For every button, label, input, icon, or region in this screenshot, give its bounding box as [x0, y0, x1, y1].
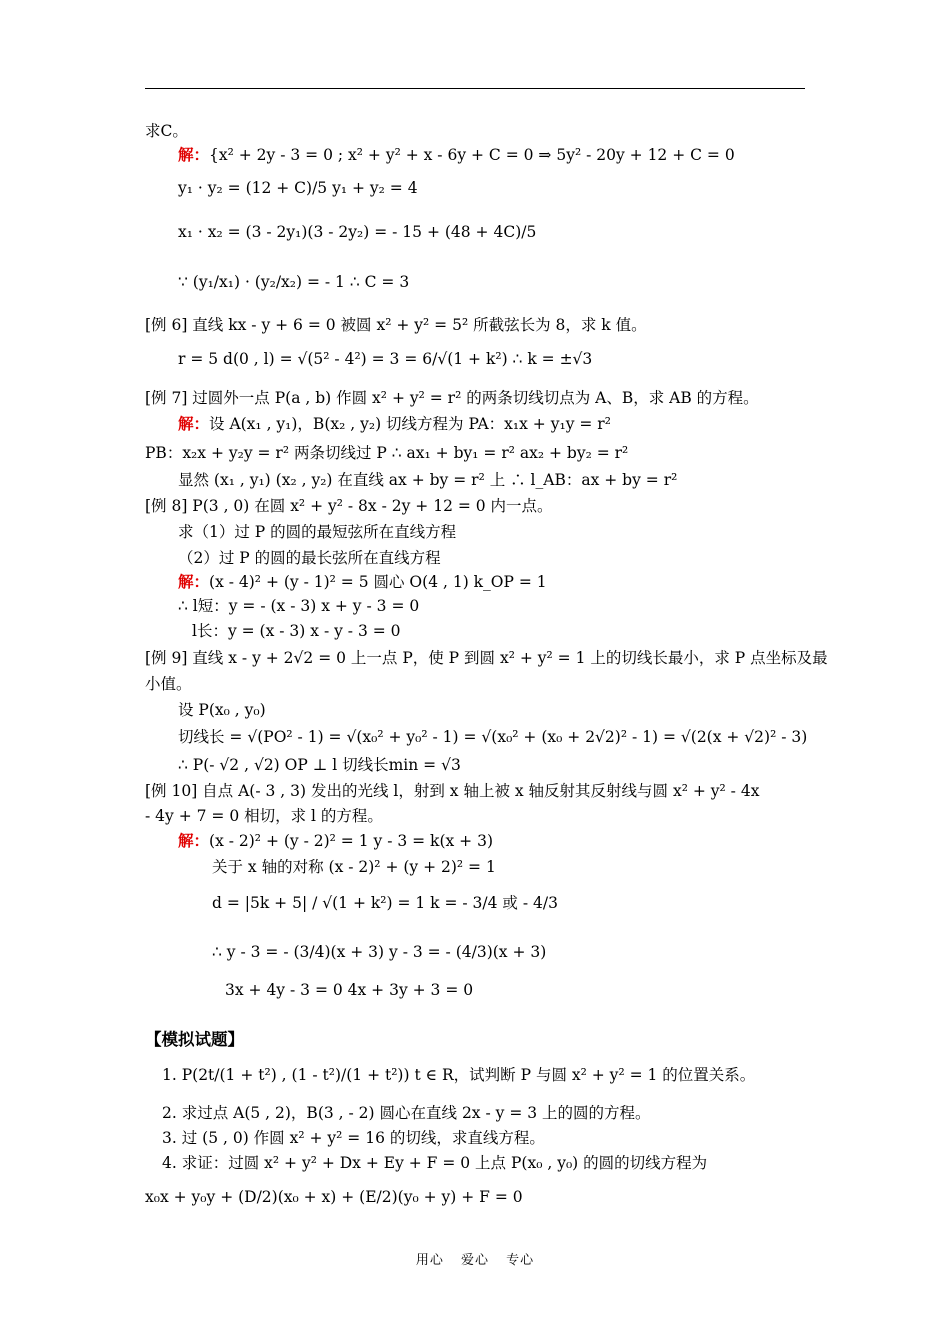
- text-line-7: r = 5 d(0 , l) = √(5² - 4²) = 3 = 6/√(1 + k²) ∴ k = ±√3: [178, 350, 593, 368]
- text-line-16: ∴ l短：y = - (x - 3) x + y - 3 = 0: [178, 597, 420, 615]
- text-line-22: ∴ P(- √2 , √2) OP ⊥ l 切线长min = √3: [178, 756, 461, 774]
- text-line-25: 解：(x - 2)² + (y - 2)² = 1 y - 3 = k(x + 3): [178, 831, 493, 850]
- example-7: [例 7] 过圆外一点 P(a , b) 作圆 x² + y² = r² 的两条切线切点为 A、B，求 AB 的方程。: [145, 389, 759, 407]
- section-title: 【模拟试题】: [145, 1030, 244, 1049]
- text-line-29: 3x + 4y - 3 = 0 4x + 3y + 3 = 0: [225, 981, 474, 999]
- text-line-1: 求C。: [145, 122, 188, 140]
- question-3: 3. 过 (5 , 0) 作圆 x² + y² = 16 的切线，求直线方程。: [162, 1129, 545, 1147]
- example-8: [例 8] P(3 , 0) 在圆 x² + y² - 8x - 2y + 12 = 0 内一点。: [145, 497, 553, 515]
- text-line-17: l长：y = (x - 3) x - y - 3 = 0: [192, 622, 401, 640]
- page-footer: [0, 1249, 950, 1268]
- question-2: 2. 求过点 A(5 , 2)，B(3 , - 2) 圆心在直线 2x - y = 3 上的圆的方程。: [162, 1104, 651, 1122]
- question-1: 1. P(2t/(1 + t²) , (1 - t²)/(1 + t²)) t ∈ R，试判断 P 与圆 x² + y² = 1 的位置关系。: [162, 1066, 756, 1084]
- text-line-13: 求（1）过 P 的圆的最短弦所在直线方程: [178, 523, 457, 541]
- question-4-formula: x₀x + y₀y + (D/2)(x₀ + x) + (E/2)(y₀ + y) + F = 0: [145, 1188, 523, 1206]
- text-line-5: ∵ (y₁/x₁) · (y₂/x₂) = - 1 ∴ C = 3: [178, 273, 410, 291]
- text-line-24: - 4y + 7 = 0 相切，求 l 的方程。: [145, 807, 383, 825]
- text-line-2: 解：{x² + 2y - 3 = 0 ; x² + y² + x - 6y + C = 0 ⇒ 5y² - 20y + 12 + C = 0: [178, 145, 735, 164]
- text-line-28: ∴ y - 3 = - (3/4)(x + 3) y - 3 = - (4/3)(x + 3): [212, 943, 547, 961]
- text-line-14: （2）过 P 的圆的最长弦所在直线方程: [178, 549, 441, 567]
- example-10: [例 10] 自点 A(- 3 , 3) 发出的光线 l，射到 x 轴上被 x 轴反射其反射线与圆 x² + y² - 4x: [145, 782, 760, 800]
- text-line-4: x₁ · x₂ = (3 - 2y₁)(3 - 2y₂) = - 15 + (48 + 4C)/5: [178, 223, 537, 241]
- text-line-3: y₁ · y₂ = (12 + C)/5 y₁ + y₂ = 4: [178, 179, 418, 197]
- text-line-10: PB：x₂x + y₂y = r² 两条切线过 P ∴ ax₁ + by₁ = r² ax₂ + by₂ = r²: [145, 444, 629, 462]
- header-rule: [145, 88, 805, 89]
- text-line-19: 小值。: [145, 675, 192, 693]
- footer-text-3: 专心: [506, 1253, 535, 1268]
- text-line-9: 解：设 A(x₁ , y₁)，B(x₂ , y₂) 切线方程为 PA：x₁x + y₁y = r²: [178, 414, 611, 433]
- example-9: [例 9] 直线 x - y + 2√2 = 0 上一点 P，使 P 到圆 x² + y² = 1 上的切线长最小，求 P 点坐标及最: [145, 649, 828, 667]
- footer-text-1: 用心: [415, 1253, 444, 1268]
- question-4: 4. 求证：过圆 x² + y² + Dx + Ey + F = 0 上点 P(x₀ , y₀) 的圆的切线方程为: [162, 1154, 708, 1172]
- text-line-27: d = |5k + 5| / √(1 + k²) = 1 k = - 3/4 或 - 4/3: [212, 894, 558, 912]
- text-line-11: 显然 (x₁ , y₁) (x₂ , y₂) 在直线 ax + by = r² 上 ∴ l_AB：ax + by = r²: [178, 471, 678, 489]
- footer-text-2: 爱心: [460, 1253, 489, 1268]
- text-line-20: 设 P(x₀ , y₀): [178, 701, 266, 719]
- text-line-15: 解：(x - 4)² + (y - 1)² = 5 圆心 O(4 , 1) k_OP = 1: [178, 572, 547, 591]
- example-6: [例 6] 直线 kx - y + 6 = 0 被圆 x² + y² = 5² 所截弦长为 8，求 k 值。: [145, 316, 647, 334]
- text-line-26: 关于 x 轴的对称 (x - 2)² + (y + 2)² = 1: [212, 858, 496, 876]
- text-line-21: 切线长 = √(PO² - 1) = √(x₀² + y₀² - 1) = √(x₀² + (x₀ + 2√2)² - 1) = √(2(x + √2)² - 3): [178, 728, 808, 746]
